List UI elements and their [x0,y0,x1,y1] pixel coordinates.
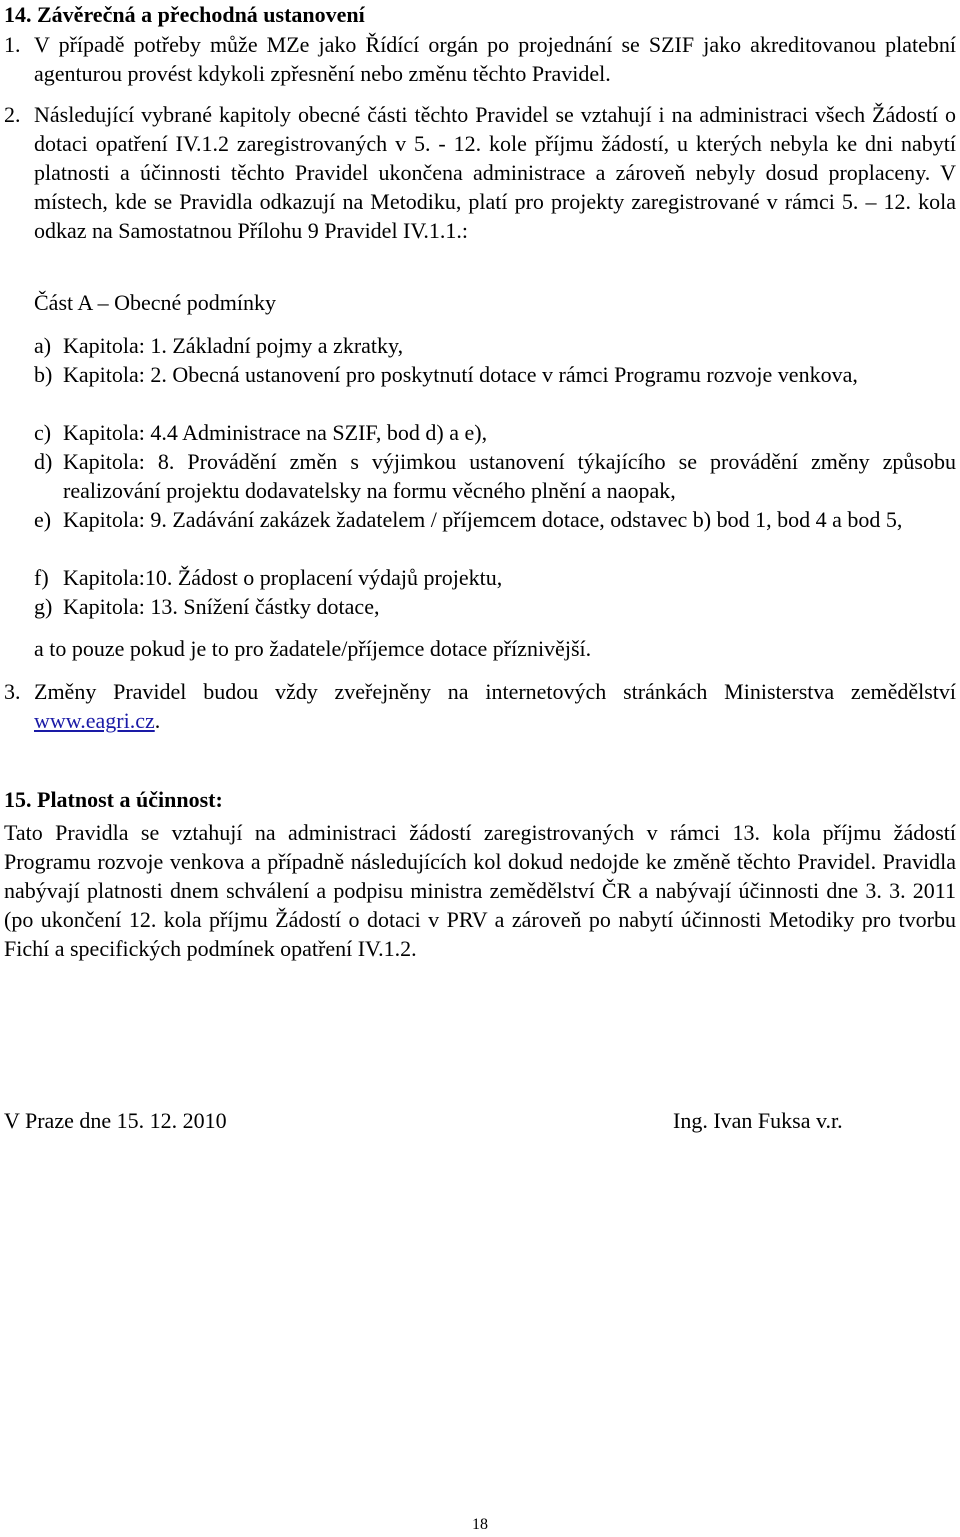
item-3-number: 3. [4,679,21,704]
page-number: 18 [472,1516,488,1533]
part-a-title: Část A – Obecné podmínky [34,290,276,315]
place-and-date: V Praze dne 15. 12. 2010 [4,1108,227,1133]
chapter-d-text: Kapitola: 8. Provádění změn s výjimkou ustanovení týkajícího se provádění změny způsobu realizování projektu dodavatelsky na formu věcného plnění a naopak, [63,449,956,503]
chapter-g-label: g) [34,594,53,619]
item-2-text: Následující vybrané kapitoly obecné části těchto Pravidel se vztahují i na administraci všech Žádostí o dotaci opatření IV.1.2 zaregistrovaných v 5. - 12. kole příjmu žádostí, u kterých nebyla ke dni nabytí platnosti a účinnosti těchto Pravidel ukončena administrace a zároveň nebyly dosud proplaceny. V místech, kde se Pravidla odkazují na Metodiku, platí pro projekty zaregistrované v rámci 5. – 12. kola odkaz na Samostatnou Přílohu 9 Pravidel IV.1.1.: [34,102,956,243]
chapter-c-text: Kapitola: 4.4 Administrace na SZIF, bod d) a e), [63,420,488,445]
item-2-closing: a to pouze pokud je to pro žadatele/příjemce dotace příznivější. [34,636,592,661]
section-14-heading: 14. Závěrečná a přechodná ustanovení [4,2,365,27]
chapter-e-label: e) [34,507,52,532]
chapter-d [34,447,956,505]
chapter-e [34,505,956,534]
item-3-period: . [154,708,161,733]
chapter-c-label: c) [34,420,52,445]
item-1-number: 1. [4,32,21,57]
item-3-text: Změny Pravidel budou vždy zveřejněny na internetových stránkách Ministerstva zemědělství [34,679,956,704]
eagri-link[interactable]: www.eagri.cz [34,708,155,733]
chapter-g [34,592,956,621]
item-1-text: V případě potřeby může MZe jako Řídící orgán po projednání se SZIF jako akreditovanou platební agenturou provést kdykoli zpřesnění nebo změnu těchto Pravidel. [34,32,956,86]
item-2-number: 2. [4,102,21,127]
chapter-f [34,563,956,592]
chapter-e-text: Kapitola: 9. Zadávání zakázek žadatelem / příjemcem dotace, odstavec b) bod 1, bod 4 a bod 5, [63,507,903,532]
section-15-text: Tato Pravidla se vztahují na administraci žádostí zaregistrovaných v rámci 13. kola příjmu žádostí Programu rozvoje venkova a případně následujících kol dokud nedojde ke změně těchto Pravidel. Pravidla nabývají platnosti dnem schválení a podpisu ministra zemědělství ČR a nabývají účinnosti dne 3. 3. 2011 (po ukončení 12. kola příjmu Žádostí o dotaci v PRV a zároveň po nabytí účinnosti Metodiky pro tvorbu Fichí a specifických podmínek opatření IV.1.2. [4,820,956,961]
item-3-paragraph [34,677,956,735]
chapter-a-label: a) [34,333,52,358]
chapter-f-text: Kapitola:10. Žádost o proplacení výdajů projektu, [63,565,503,590]
chapter-g-text: Kapitola: 13. Snížení částky dotace, [63,594,380,619]
chapter-d-label: d) [34,449,53,474]
chapter-b [34,360,956,389]
chapter-b-label: b) [34,362,53,387]
chapter-c [34,418,956,447]
chapter-a [34,331,956,360]
chapter-f-label: f) [34,565,49,590]
section-15-heading: 15. Platnost a účinnost: [4,787,223,812]
chapter-b-text: Kapitola: 2. Obecná ustanovení pro poskytnutí dotace v rámci Programu rozvoje venkova, [63,362,858,387]
signatory: Ing. Ivan Fuksa v.r. [673,1108,843,1133]
chapter-a-text: Kapitola: 1. Základní pojmy a zkratky, [63,333,404,358]
